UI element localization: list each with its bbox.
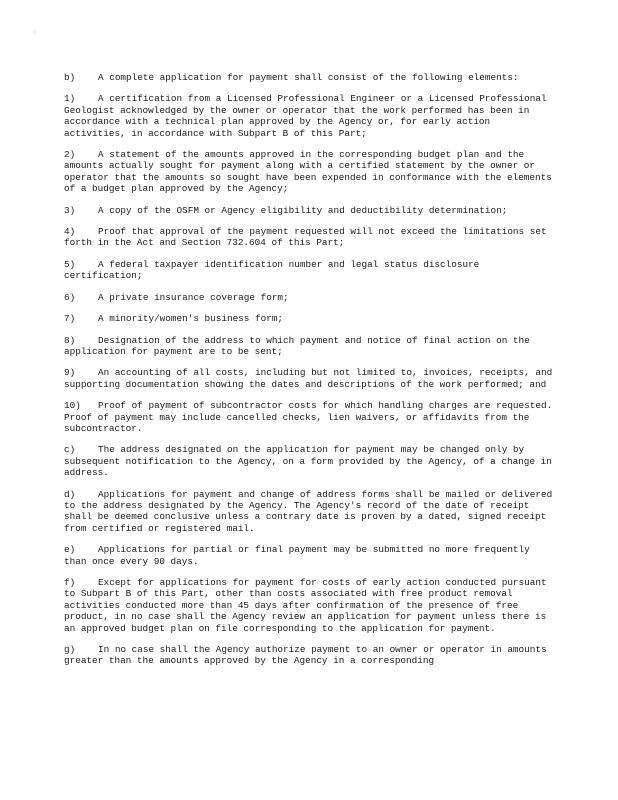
paragraph-marker: 2) (64, 149, 76, 161)
paragraph-text: A complete application for payment shall consist of the following elements: (98, 72, 519, 83)
paragraph-marker: 8) (64, 334, 76, 346)
paragraph-f (64, 577, 554, 634)
paragraph-text: A private insurance coverage form; (98, 291, 289, 303)
paragraph-marker: c) (64, 444, 76, 456)
paragraph-d (64, 489, 554, 535)
paragraph-e (64, 544, 554, 567)
paragraph-marker: 1) (64, 93, 76, 105)
paragraph-marker: e) (64, 544, 76, 556)
paragraph-text: A minority/women's business form; (98, 313, 284, 325)
paragraph-marker: b) (64, 72, 76, 83)
paragraph-b10 (64, 400, 554, 434)
paragraph-c (64, 444, 554, 478)
page-mark: · (33, 29, 37, 36)
paragraph-b4 (64, 226, 554, 249)
paragraph-text: Designation of the address to which payment and notice of final action on the application for payment are to be sent; (64, 334, 530, 357)
paragraph-text: A copy of the OSFM or Agency eligibility and deductibility determination; (98, 204, 508, 216)
paragraph-marker: d) (64, 488, 76, 500)
paragraph-text: Except for applications for payment for costs of early action conducted pursuant to Subpart B of this Part, other than costs associated with free product removal activities conducted more than 45 days after confirmation of the presence of free product, in no case shall the Agency review an application for payment unless there is an approved budget plan on file corresponding to the application for payment. (64, 577, 547, 634)
document-body (64, 72, 554, 667)
paragraph-text: Applications for payment and change of address forms shall be mailed or delivered to the address designated by the Agency. The Agency's record of the date of receipt shall be deemed conclusive unless a contrary date is proven by a dated, signed receipt from certified or registered mail. (64, 488, 553, 534)
paragraph-b8 (64, 335, 554, 358)
paragraph-text: An accounting of all costs, including but not limited to, invoices, receipts, and supporting documentation showing the dates and descriptions of the work performed; and (64, 367, 553, 390)
paragraph-marker: 6) (64, 291, 76, 303)
paragraph-text: A federal taxpayer identification number and legal status disclosure certification; (64, 258, 480, 282)
paragraph-b9 (64, 367, 554, 390)
paragraph-text: A certification from a Licensed Professional Engineer or a Licensed Professional Geologist acknowledged by the owner or operator that the work performed has been in accordance with a technical plan approved by the Agency or, for early action activities, in accordance with Subpart B of this Part; (64, 93, 547, 139)
paragraph-b7 (64, 313, 554, 324)
paragraph-marker: f) (64, 577, 76, 588)
paragraph-b3 (64, 205, 554, 216)
paragraph-marker: 9) (64, 367, 76, 379)
paragraph-b2 (64, 149, 554, 195)
paragraph-marker: 5) (64, 258, 76, 270)
paragraph-text: Proof that approval of the payment requested will not exceed the limitations set forth in the Act and Section 732.604 of this Part; (64, 226, 547, 249)
paragraph-marker: 10) (64, 400, 81, 412)
paragraph-b5 (64, 259, 554, 282)
paragraph-text: A statement of the amounts approved in the corresponding budget plan and the amounts actually sought for payment along with a certified statement by the owner or operator that the amounts so sought have been expended in conformance with the elements of a budget plan approved by the Agency; (64, 149, 552, 195)
paragraph-marker: 4) (64, 226, 76, 238)
paragraph-text: Proof of payment of subcontractor costs for which handling charges are requested. Proof of payment may include cancelled checks, lien waivers, or affidavits from the subcontractor. (64, 400, 553, 434)
paragraph-g (64, 644, 554, 667)
paragraph-marker: 3) (64, 204, 76, 216)
paragraph-b6 (64, 292, 554, 303)
paragraph-marker: 7) (64, 313, 76, 325)
paragraph-b (64, 72, 554, 83)
paragraph-text: Applications for partial or final payment may be submitted no more frequently than once every 90 days. (64, 544, 530, 567)
paragraph-marker: g) (64, 644, 76, 656)
paragraph-text: In no case shall the Agency authorize payment to an owner or operator in amounts greater than the amounts approved by the Agency in a corresponding (64, 644, 547, 667)
paragraph-b1 (64, 93, 554, 139)
paragraph-text: The address designated on the application for payment may be changed only by subsequent notification to the Agency, on a form provided by the Agency, of a change in address. (64, 444, 552, 479)
